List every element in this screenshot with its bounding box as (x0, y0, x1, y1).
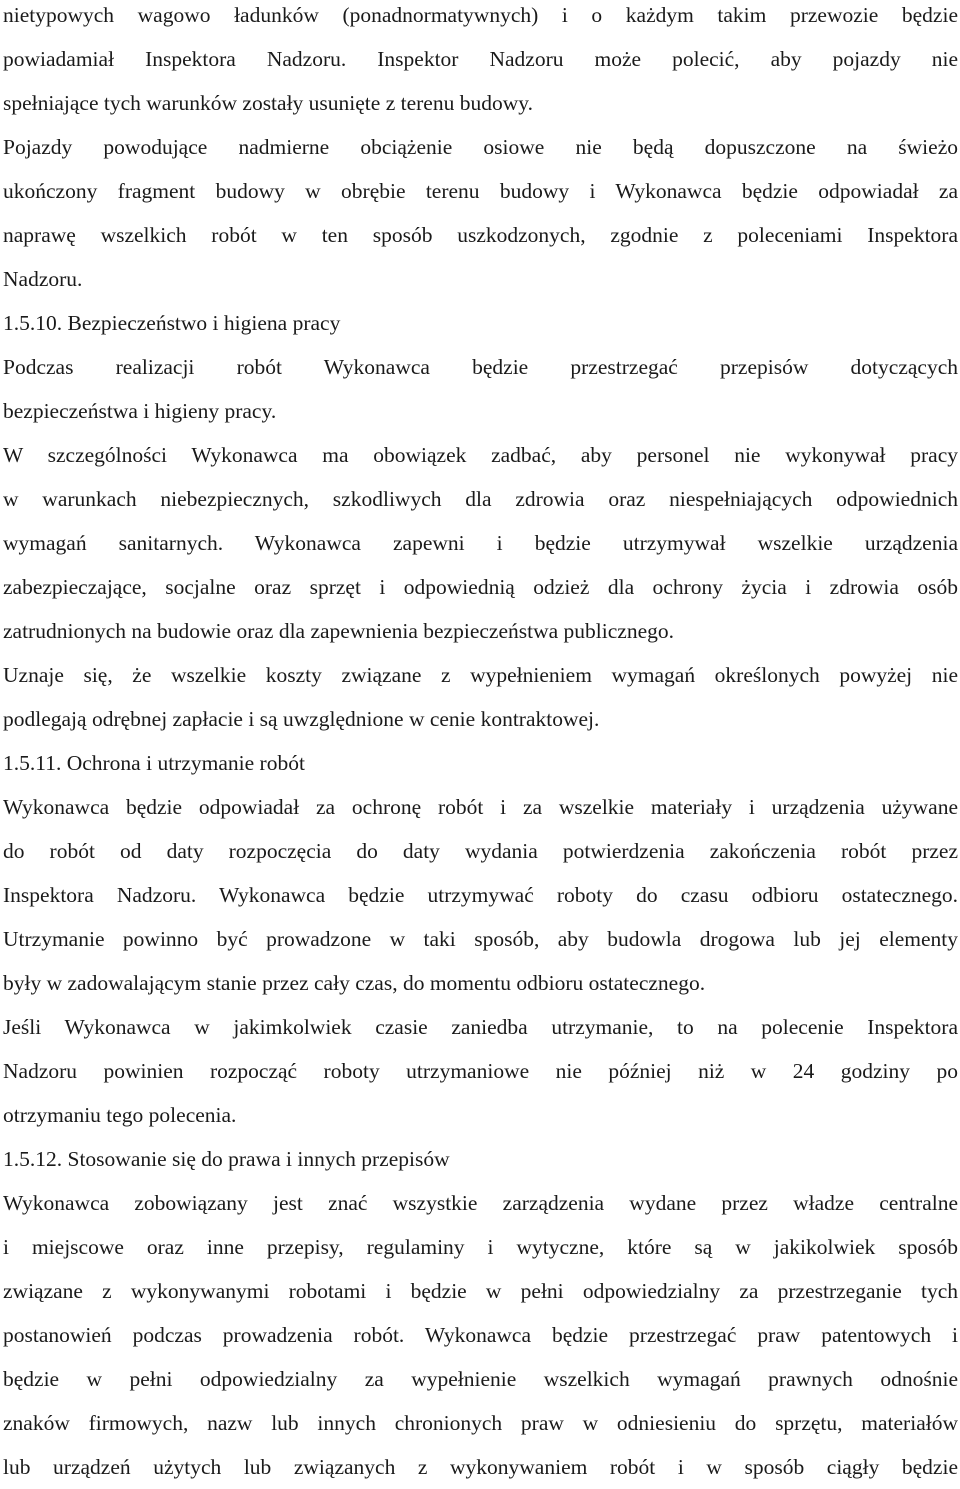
text-line: znaków firmowych, nazw lub innych chronionych praw w odniesieniu do sprzętu, materiałów (3, 1411, 958, 1435)
text-line: w warunkach niebezpiecznych, szkodliwych dla zdrowia oraz niespełniających odpowiednich (3, 487, 958, 511)
text-line: Nadzoru powinien rozpocząć roboty utrzymaniowe nie później niż w 24 godziny po (3, 1059, 958, 1083)
document-body (3, 0, 958, 1489)
text-line: podlegają odrębnej zapłacie i są uwzględnione w cenie kontraktowej. (3, 707, 600, 731)
text-line: powiadamiał Inspektora Nadzoru. Inspektor Nadzoru może polecić, aby pojazdy nie (3, 47, 958, 71)
text-line: do robót od daty rozpoczęcia do daty wydania potwierdzenia zakończenia robót przez (3, 839, 958, 863)
text-line: Jeśli Wykonawca w jakimkolwiek czasie zaniedba utrzymanie, to na polecenie Inspektora (3, 1015, 958, 1039)
text-line: W szczególności Wykonawca ma obowiązek zadbać, aby personel nie wykonywał pracy (3, 443, 958, 467)
text-line: 1.5.12. Stosowanie się do prawa i innych przepisów (3, 1147, 450, 1171)
text-line: Wykonawca będzie odpowiadał za ochronę robót i za wszelkie materiały i urządzenia używane (3, 795, 958, 819)
text-line: 1.5.11. Ochrona i utrzymanie robót (3, 751, 305, 775)
text-line: otrzymaniu tego polecenia. (3, 1103, 237, 1127)
text-line: i miejscowe oraz inne przepisy, regulaminy i wytyczne, które są w jakikolwiek sposób (3, 1235, 958, 1259)
text-line: Utrzymanie powinno być prowadzone w taki sposób, aby budowla drogowa lub jej elementy (3, 927, 958, 951)
text-line: postanowień podczas prowadzenia robót. Wykonawca będzie przestrzegać praw patentowych i (3, 1323, 958, 1347)
text-line: bezpieczeństwa i higieny pracy. (3, 399, 277, 423)
text-line: naprawę wszelkich robót w ten sposób uszkodzonych, zgodnie z poleceniami Inspektora (3, 223, 958, 247)
text-line: Wykonawca zobowiązany jest znać wszystkie zarządzenia wydane przez władze centralne (3, 1191, 958, 1215)
text-line: zatrudnionych na budowie oraz dla zapewnienia bezpieczeństwa publicznego. (3, 619, 674, 643)
text-line: będzie w pełni odpowiedzialny za wypełnienie wszelkich wymagań prawnych odnośnie (3, 1367, 958, 1391)
text-line: 1.5.10. Bezpieczeństwo i higiena pracy (3, 311, 341, 335)
text-line: nietypowych wagowo ładunków (ponadnormatywnych) i o każdym takim przewozie będzie (3, 3, 958, 27)
text-line: wymagań sanitarnych. Wykonawca zapewni i będzie utrzymywał wszelkie urządzenia (3, 531, 958, 555)
text-line: związane z wykonywanymi robotami i będzie w pełni odpowiedzialny za przestrzeganie tych (3, 1279, 958, 1303)
text-line: były w zadowalającym stanie przez cały czas, do momentu odbioru ostatecznego. (3, 971, 706, 995)
text-line: Podczas realizacji robót Wykonawca będzie przestrzegać przepisów dotyczących (3, 355, 958, 379)
text-line: Nadzoru. (3, 267, 83, 291)
text-line: lub urządzeń użytych lub związanych z wykonywaniem robót i w sposób ciągły będzie (3, 1455, 958, 1479)
text-line: Uznaje się, że wszelkie koszty związane z wypełnieniem wymagań określonych powyżej nie (3, 663, 958, 687)
text-line: spełniające tych warunków zostały usunięte z terenu budowy. (3, 91, 533, 115)
text-line: Inspektora Nadzoru. Wykonawca będzie utrzymywać roboty do czasu odbioru ostatecznego. (3, 883, 958, 907)
text-line: ukończony fragment budowy w obrębie terenu budowy i Wykonawca będzie odpowiadał za (3, 179, 958, 203)
document-page (3, 0, 958, 1489)
text-line: zabezpieczające, socjalne oraz sprzęt i odpowiednią odzież dla ochrony życia i zdrowia osób (3, 575, 958, 599)
text-line: Pojazdy powodujące nadmierne obciążenie osiowe nie będą dopuszczone na świeżo (3, 135, 958, 159)
